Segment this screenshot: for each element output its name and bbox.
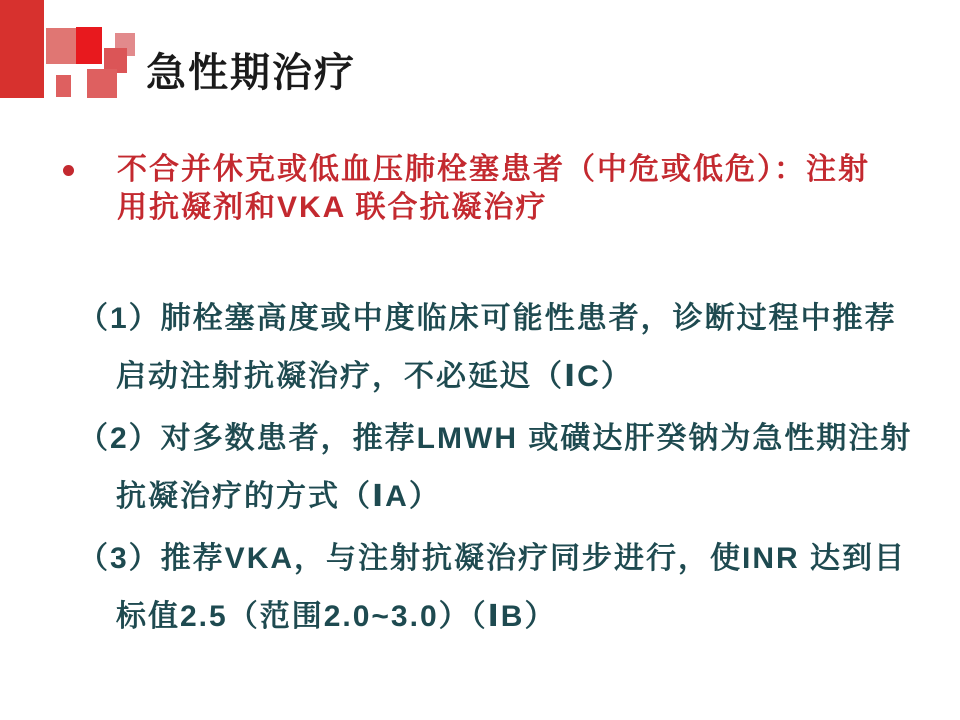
list-item-line: 抗凝治疗的方式（ⅠA） (116, 480, 441, 513)
logo-square-salmon (46, 28, 76, 64)
highlight-bullet-block (63, 151, 870, 227)
logo-square-bottom-middle (87, 69, 117, 98)
list-item-line: （3）推荐VKA，与注射抗凝治疗同步进行，使INR 达到目 (78, 542, 907, 575)
list-item (0, 530, 960, 646)
highlight-line: 用抗凝剂和VKA 联合抗凝治疗 (117, 191, 548, 224)
list-item (0, 290, 960, 406)
highlight-bullet-text (117, 151, 870, 227)
logo-square-large (0, 0, 44, 98)
recommendation-list (0, 290, 960, 650)
list-item-line: （2）对多数患者，推荐LMWH 或磺达肝癸钠为急性期注射 (78, 422, 913, 455)
bullet-dot-icon (63, 165, 74, 176)
slide-title: 急性期治疗 (146, 51, 356, 95)
logo-square-bottom-left (56, 75, 71, 97)
list-item-line: 标值2.5（范围2.0~3.0）（ⅠB） (116, 600, 557, 633)
list-item (0, 410, 960, 526)
logo-square-bright-red (76, 27, 102, 64)
list-item-line: （1）肺栓塞高度或中度临床可能性患者，诊断过程中推荐 (78, 302, 897, 335)
list-item-line: 启动注射抗凝治疗，不必延迟（ⅠC） (116, 360, 633, 393)
decorative-squares-logo-icon (0, 0, 150, 110)
highlight-line: 不合并休克或低血压肺栓塞患者（中危或低危）：注射 (117, 153, 870, 186)
